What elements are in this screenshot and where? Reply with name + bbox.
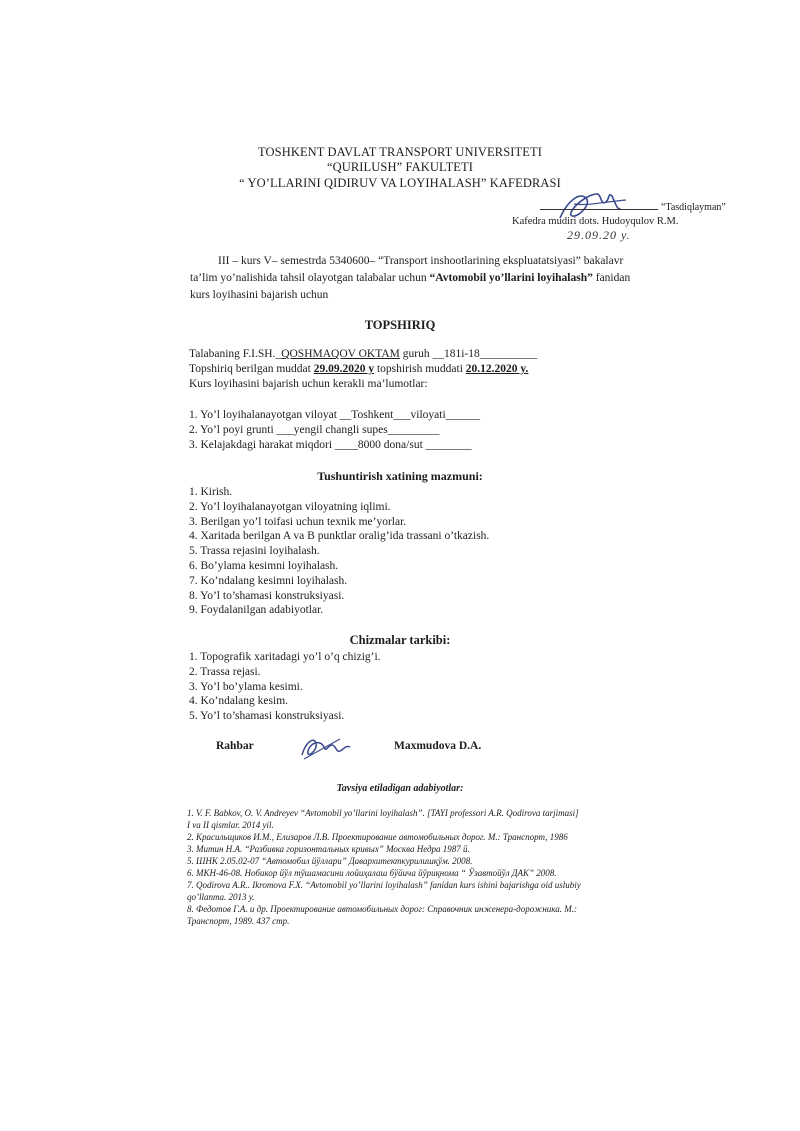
approval-date: 29.09.20 y.: [567, 228, 631, 242]
signature-line: [540, 209, 658, 210]
faculty-name: “QURILUSH” FAKULTETI: [326, 160, 474, 174]
list-item: 4. Ko’ndalang kesim.: [189, 695, 289, 708]
given-date: 29.09.2020 y: [313, 363, 375, 375]
params-list: [189, 408, 480, 452]
list-item: 8. Федотов Г.А. и др. Проектирование автомобильных дорог: Справочник инженера-дорожника. М.:: [187, 904, 578, 914]
list-item: 1. Yo’l loyihalanayotgan viloyat __Toshkent___viloyati______: [189, 409, 481, 421]
references-title: Tavsiya etiladigan adabiyotlar:: [336, 783, 464, 794]
course-name: “Avtomobil yo’llarini loyihalash”: [429, 272, 593, 284]
student-label: Talabaning F.I.SH._: [189, 348, 282, 360]
group-tail: __________: [479, 348, 538, 360]
list-item: I va II qismlar. 2014 yil.: [187, 820, 274, 830]
intro-line-3: kurs loyihasini bajarish uchun: [190, 289, 329, 301]
list-item: 2. Красильщиков И.М., Елизаров Л.В. Проектирование автомобильных дорог. М.: Транспорт, 1986: [187, 832, 568, 842]
drawings-title: Chizmalar tarkibi:: [349, 633, 451, 647]
intro-line-2c: fanidan: [592, 272, 631, 284]
intro-paragraph: [190, 253, 688, 304]
list-item: Транспорт, 1989. 437 стр.: [187, 916, 290, 926]
list-item: 5. ШНК 2.05.02-07 “Автомобил йўллари” Давархитекткурилишқўм. 2008.: [187, 856, 473, 866]
list-item: 3. Berilgan yo’l toifasi uchun texnik me’yorlar.: [189, 515, 407, 528]
intro-line-1: III – kurs V– semestrda 5340600– “Transport inshootlarining ekspluatatsiyasi” bakalavr: [218, 255, 624, 267]
explanation-list: [189, 485, 489, 618]
list-item: 3. Митин Н.А. “Разбивка горизонтальных кривых” Москва Недра 1987 й.: [187, 844, 470, 854]
intro-line-2a: ta’lim yo’nalishida tahsil olayotgan talabalar uchun: [190, 272, 430, 284]
references-list: [187, 807, 687, 927]
list-item: 1. Topografik xaritadagi yo’l o’q chizig’i.: [189, 651, 381, 663]
list-item: 2. Yo’l loyihalanayotgan viloyatning iqlimi.: [189, 500, 391, 513]
list-item: 9. Foydalanilgan adabiyotlar.: [189, 604, 324, 617]
list-item: 1. V. F. Babkov, O. V. Andreyev “Avtomobil yo’llarini loyihalash”. [TAYI professori A.R. Qodirova tarjimasi]: [187, 808, 579, 818]
submit-date: 20.12.2020 y.: [465, 363, 529, 375]
list-item: 6. Bo’ylama kesimni loyihalash.: [189, 559, 339, 572]
department-head: Kafedra mudiri dots. Hudoyqulov R.M.: [512, 216, 679, 227]
intro-line-2: [190, 270, 688, 287]
list-item: 3. Kelajakdagi harakat miqdori ____8000 dona/sut ________: [189, 438, 472, 451]
supervisor-label: Rahbar: [216, 740, 254, 752]
list-item: 8. Yo’l to’shamasi konstruksiyasi.: [189, 589, 345, 602]
list-item: 5. Yo’l to’shamasi konstruksiyasi.: [189, 710, 345, 723]
approval-block: [512, 196, 726, 242]
submit-label: topshirish muddati: [374, 363, 466, 375]
department-name: “ YO’LLARINI QIDIRUV VA LOYIHALASH” KAFEDRASI: [239, 176, 561, 190]
student-line: [189, 348, 537, 360]
approval-label: “Tasdiqlayman”: [661, 202, 726, 213]
list-item: 6. МКН-46-08. Нобикор йўл тўшамасини лойиҳалаш бўйича йўриқнома “ Ўзавтойўл ДАК” 2008.: [187, 868, 557, 878]
data-label: Kurs loyihasini bajarish uchun kerakli ma’lumotlar:: [189, 378, 428, 390]
document-title: TOPSHIRIQ: [364, 318, 436, 332]
supervisor-signature-image: [296, 733, 356, 765]
deadline-line: [189, 363, 528, 375]
list-item: 3. Yo’l bo’ylama kesimi.: [189, 680, 303, 693]
list-item: 4. Xaritada berilgan A va B punktlar oralig’ida trassani o’tkazish.: [189, 530, 490, 543]
student-name: QOSHMAQOV OKTAM: [281, 348, 400, 360]
university-name: TOSHKENT DAVLAT TRANSPORT UNIVERSITETI: [258, 145, 542, 159]
explanation-title: Tushuntirish xatining mazmuni:: [317, 469, 483, 483]
list-item: 7. Qodirova A.R.. Ikromova F.X. “Avtomobil yo’llarini loyihalash” fanidan kurs ishini bajarishga oid uslubiy: [187, 880, 581, 890]
list-item: 5. Trassa rejasini loyihalash.: [189, 545, 320, 558]
given-label: Topshiriq berilgan muddat: [189, 363, 314, 375]
drawings-list: [189, 650, 381, 724]
list-item: qo’llanma. 2013 y.: [187, 892, 255, 902]
supervisor-name: Maxmudova D.A.: [394, 740, 482, 752]
list-item: 7. Ko’ndalang kesimni loyihalash.: [189, 574, 348, 587]
group-value: 181i-18: [443, 348, 480, 360]
list-item: 1. Kirish.: [189, 486, 233, 498]
list-item: 2. Trassa rejasi.: [189, 665, 261, 678]
group-label: guruh __: [399, 348, 444, 360]
list-item: 2. Yo’l poyi grunti ___yengil changli supes_________: [189, 423, 440, 436]
